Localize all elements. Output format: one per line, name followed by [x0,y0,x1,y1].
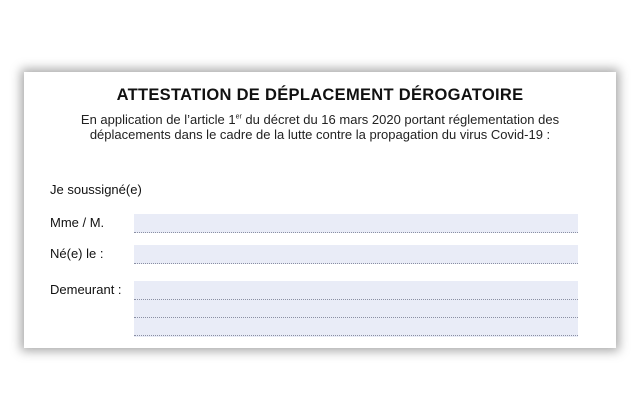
form-title: ATTESTATION DE DÉPLACEMENT DÉROGATOIRE [116,86,524,104]
address-line-1 [134,281,578,300]
name-field[interactable] [134,214,578,233]
intro-text-end: du décret du 16 mars 2020 portant réglementation des [241,112,560,127]
intro-text-start: En application de l’article 1 [80,112,236,127]
attestation-form-page [24,72,616,348]
address-label: Demeurant : [50,282,122,297]
intro-superscript: er [235,113,242,121]
address-line-2 [134,299,578,318]
undersigned-label: Je soussigné(e) [50,182,142,197]
legal-introduction [24,112,616,142]
address-field[interactable] [134,281,578,337]
intro-second-line: déplacements dans le cadre de la lutte contre la propagation du virus Covid-19 : [89,127,551,142]
birth-date-label: Né(e) le : [50,246,104,261]
address-line-3 [134,317,578,336]
name-label: Mme / M. [50,215,105,230]
birth-date-field[interactable] [134,245,578,264]
